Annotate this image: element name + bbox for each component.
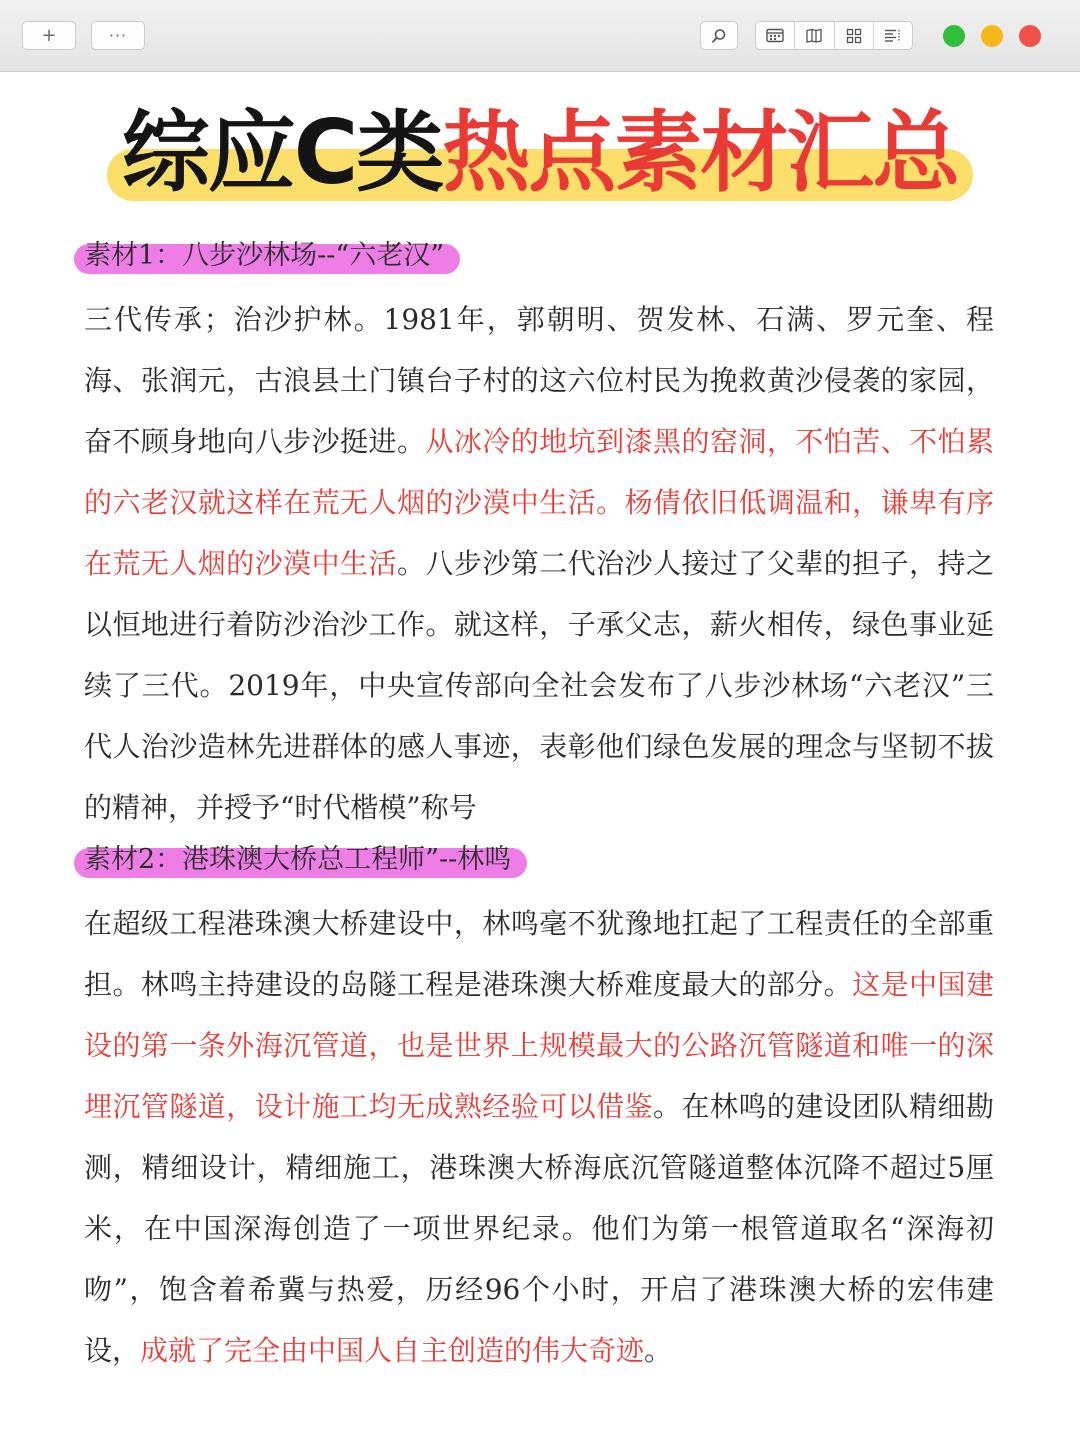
- section-2-highlight-text-1: 这是中国建设的第一条外海沉管道，也是世界上规模最大的公路沉管隧道和唯一的深埋沉管隧道，设计施工均无成熟经验可以借鉴: [84, 968, 994, 1123]
- title-black-part: 综应C类: [121, 101, 443, 204]
- search-icon: [711, 28, 727, 44]
- section-2-text-1: 在超级工程港珠澳大桥建设中，林鸣毫不犹豫地扛起了工程责任的全部重担。林鸣主持建设的岛隧工程是港珠澳大桥难度最大的部分。: [84, 907, 994, 1001]
- add-button[interactable]: [22, 21, 76, 50]
- grid-view-button[interactable]: [835, 22, 874, 49]
- search-button[interactable]: [700, 21, 738, 50]
- section-1-title: 素材1：八步沙林场--“六老汉”: [82, 236, 454, 276]
- title-red-part: 热点素材汇总: [442, 101, 959, 204]
- list-view-button[interactable]: [874, 22, 912, 49]
- note-content: [84, 229, 994, 1381]
- window-red-button[interactable]: [1019, 25, 1041, 47]
- plus-icon: +: [41, 25, 57, 46]
- list-icon: [884, 28, 902, 43]
- section-1-body: [84, 289, 994, 838]
- section-2-heading-row: [84, 840, 994, 880]
- toolbar: [0, 0, 1080, 72]
- more-button[interactable]: [91, 21, 145, 50]
- book-view-button[interactable]: [795, 22, 834, 49]
- section-1-heading-row: [84, 236, 994, 276]
- page-title: [0, 100, 1080, 205]
- section-2-title: 素材2：港珠澳大桥总工程师”--林鸣: [82, 840, 521, 880]
- section-2-text-2: 。在林鸣的建设团队精细勘测，精细设计，精细施工，港珠澳大桥海底沉管隧道整体沉降不超过5厘米，在中国深海创造了一项世界纪录。他们为第一根管道取名“深海初吻”，饱含着希冀与热爱，历经96个小时，开启了港珠澳大桥的宏伟建设，: [84, 1090, 994, 1367]
- window-yellow-button[interactable]: [981, 25, 1003, 47]
- book-icon: [805, 28, 823, 43]
- section-2-body: [84, 893, 994, 1381]
- calendar-view-button[interactable]: [756, 22, 795, 49]
- window-green-button[interactable]: [943, 25, 965, 47]
- section-2-highlight-text-2: 成就了完全由中国人自主创造的伟大奇迹: [140, 1334, 645, 1367]
- view-mode-group: [755, 21, 913, 50]
- section-1-highlight-text: 从冰冷的地坑到漆黑的窑洞，不怕苦、不怕累的六老汉就这样在荒无人烟的沙漠中生活。杨倩依旧低调温和，谦卑有序在荒无人烟的沙漠中生活: [84, 425, 994, 580]
- section-2-text-3: 。: [644, 1334, 673, 1367]
- section-1-text-2: 。八步沙第二代治沙人接过了父辈的担子，持之以恒地进行着防沙治沙工作。就这样，子承父志，薪火相传，绿色事业延续了三代。2019年，中央宣传部向全社会发布了八步沙林场“六老汉”三代人治沙造林先进群体的感人事迹，表彰他们绿色发展的理念与坚韧不拔的精神，并授予“时代楷模”称号: [84, 547, 994, 824]
- headline-block: [0, 100, 1080, 210]
- section-1-text-1: 三代传承；治沙护林。1981年，郭朝明、贺发林、石满、罗元奎、程海、张润元，古浪县土门镇台子村的这六位村民为挽救黄沙侵袭的家园，奋不顾身地向八步沙挺进。: [84, 303, 994, 458]
- grid-icon: [846, 28, 862, 44]
- more-icon: ···: [108, 26, 128, 45]
- calendar-icon: [766, 28, 784, 43]
